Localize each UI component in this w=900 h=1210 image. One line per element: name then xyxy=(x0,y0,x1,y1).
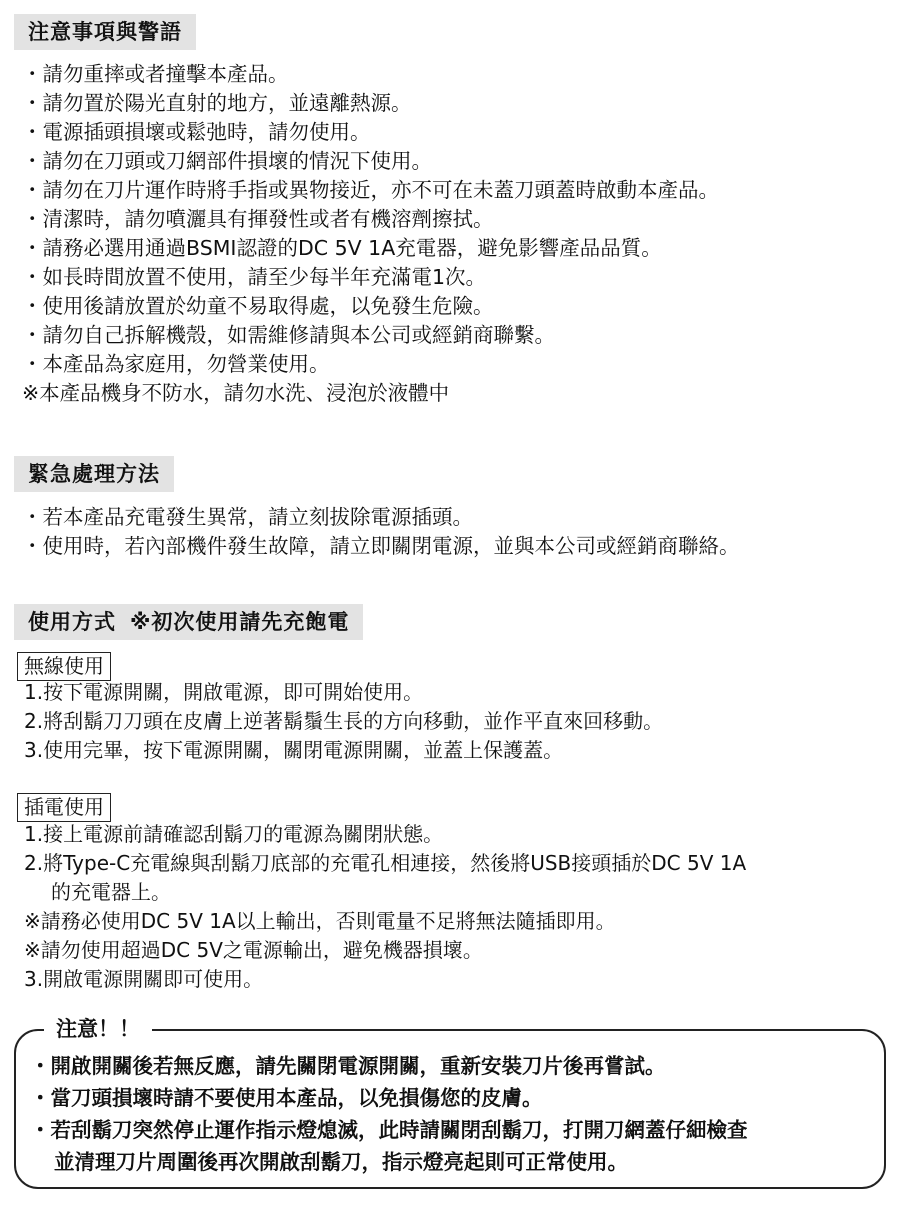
step-item: 3.開啟電源開關即可使用。 xyxy=(24,967,264,991)
list-item: ・請勿自己拆解機殼，如需維修請與本公司或經銷商聯繫。 xyxy=(22,323,555,347)
emergency-heading xyxy=(14,456,174,492)
step-item: 1.接上電源前請確認刮鬍刀的電源為關閉狀態。 xyxy=(24,822,444,846)
usage-note: ※初次使用請先充飽電 xyxy=(130,610,350,634)
list-item: ・使用後請放置於幼童不易取得處，以免發生危險。 xyxy=(22,294,494,318)
usage-heading xyxy=(14,604,363,640)
step-item: 的充電器上。 xyxy=(51,880,171,904)
list-item: 並清理刀片周圍後再次開啟刮鬍刀，指示燈亮起則可正常使用。 xyxy=(54,1150,628,1174)
plugged-label: 插電使用 xyxy=(17,793,111,822)
list-item: ・請勿在刀頭或刀網部件損壞的情況下使用。 xyxy=(22,149,432,173)
emergency-title: 緊急處理方法 xyxy=(28,462,160,486)
usage-title: 使用方式 xyxy=(28,610,116,634)
list-item: ・清潔時，請勿噴灑具有揮發性或者有機溶劑擦拭。 xyxy=(22,207,494,231)
list-item: ・若刮鬍刀突然停止運作指示燈熄滅，此時請關閉刮鬍刀，打開刀網蓋仔細檢查 xyxy=(30,1118,748,1142)
plugged-steps xyxy=(24,820,746,994)
cautions-title: 注意事項與警語 xyxy=(28,20,182,44)
emergency-list xyxy=(22,503,740,561)
step-item: 2.將Type-C充電線與刮鬍刀底部的充電孔相連接，然後將USB接頭插於DC 5V 1A xyxy=(24,851,747,875)
step-item: 2.將刮鬍刀刀頭在皮膚上逆著鬍鬚生長的方向移動，並作平直來回移動。 xyxy=(24,709,664,733)
wireless-label: 無線使用 xyxy=(17,652,111,681)
list-item: ・使用時，若內部機件發生故障，請立即關閉電源，並與本公司或經銷商聯絡。 xyxy=(22,534,740,558)
list-item: ・請勿重摔或者撞擊本產品。 xyxy=(22,62,289,86)
attention-list xyxy=(30,1050,748,1178)
cautions-list xyxy=(22,60,719,408)
list-item: ・當刀頭損壞時請不要使用本產品，以免損傷您的皮膚。 xyxy=(30,1086,543,1110)
step-item: ※請務必使用DC 5V 1A以上輸出，否則電量不足將無法隨插即用。 xyxy=(24,909,616,933)
attention-title: 注意！！ xyxy=(44,1013,152,1045)
step-item: 1.按下電源開關，開啟電源，即可開始使用。 xyxy=(24,680,424,704)
wireless-steps xyxy=(24,678,663,765)
cautions-heading xyxy=(14,14,196,50)
list-item: ・請勿在刀片運作時將手指或異物接近，亦不可在未蓋刀頭蓋時啟動本產品。 xyxy=(22,178,719,202)
list-item: ・請勿置於陽光直射的地方，並遠離熱源。 xyxy=(22,91,412,115)
step-item: ※請勿使用超過DC 5V之電源輸出，避免機器損壞。 xyxy=(24,938,483,962)
list-item: ・開啟開關後若無反應，請先關閉電源開關，重新安裝刀片後再嘗試。 xyxy=(30,1054,666,1078)
list-item: ・若本產品充電發生異常，請立刻拔除電源插頭。 xyxy=(22,505,473,529)
list-item: ・電源插頭損壞或鬆弛時，請勿使用。 xyxy=(22,120,371,144)
list-item: ・本產品為家庭用，勿營業使用。 xyxy=(22,352,330,376)
list-item: ・請務必選用通過BSMI認證的DC 5V 1A充電器，避免影響產品品質。 xyxy=(22,236,662,260)
waterproof-note: ※本產品機身不防水，請勿水洗、浸泡於液體中 xyxy=(22,381,450,405)
list-item: ・如長時間放置不使用，請至少每半年充滿電1次。 xyxy=(22,265,487,289)
step-item: 3.使用完畢，按下電源開關，關閉電源開關，並蓋上保護蓋。 xyxy=(24,738,564,762)
